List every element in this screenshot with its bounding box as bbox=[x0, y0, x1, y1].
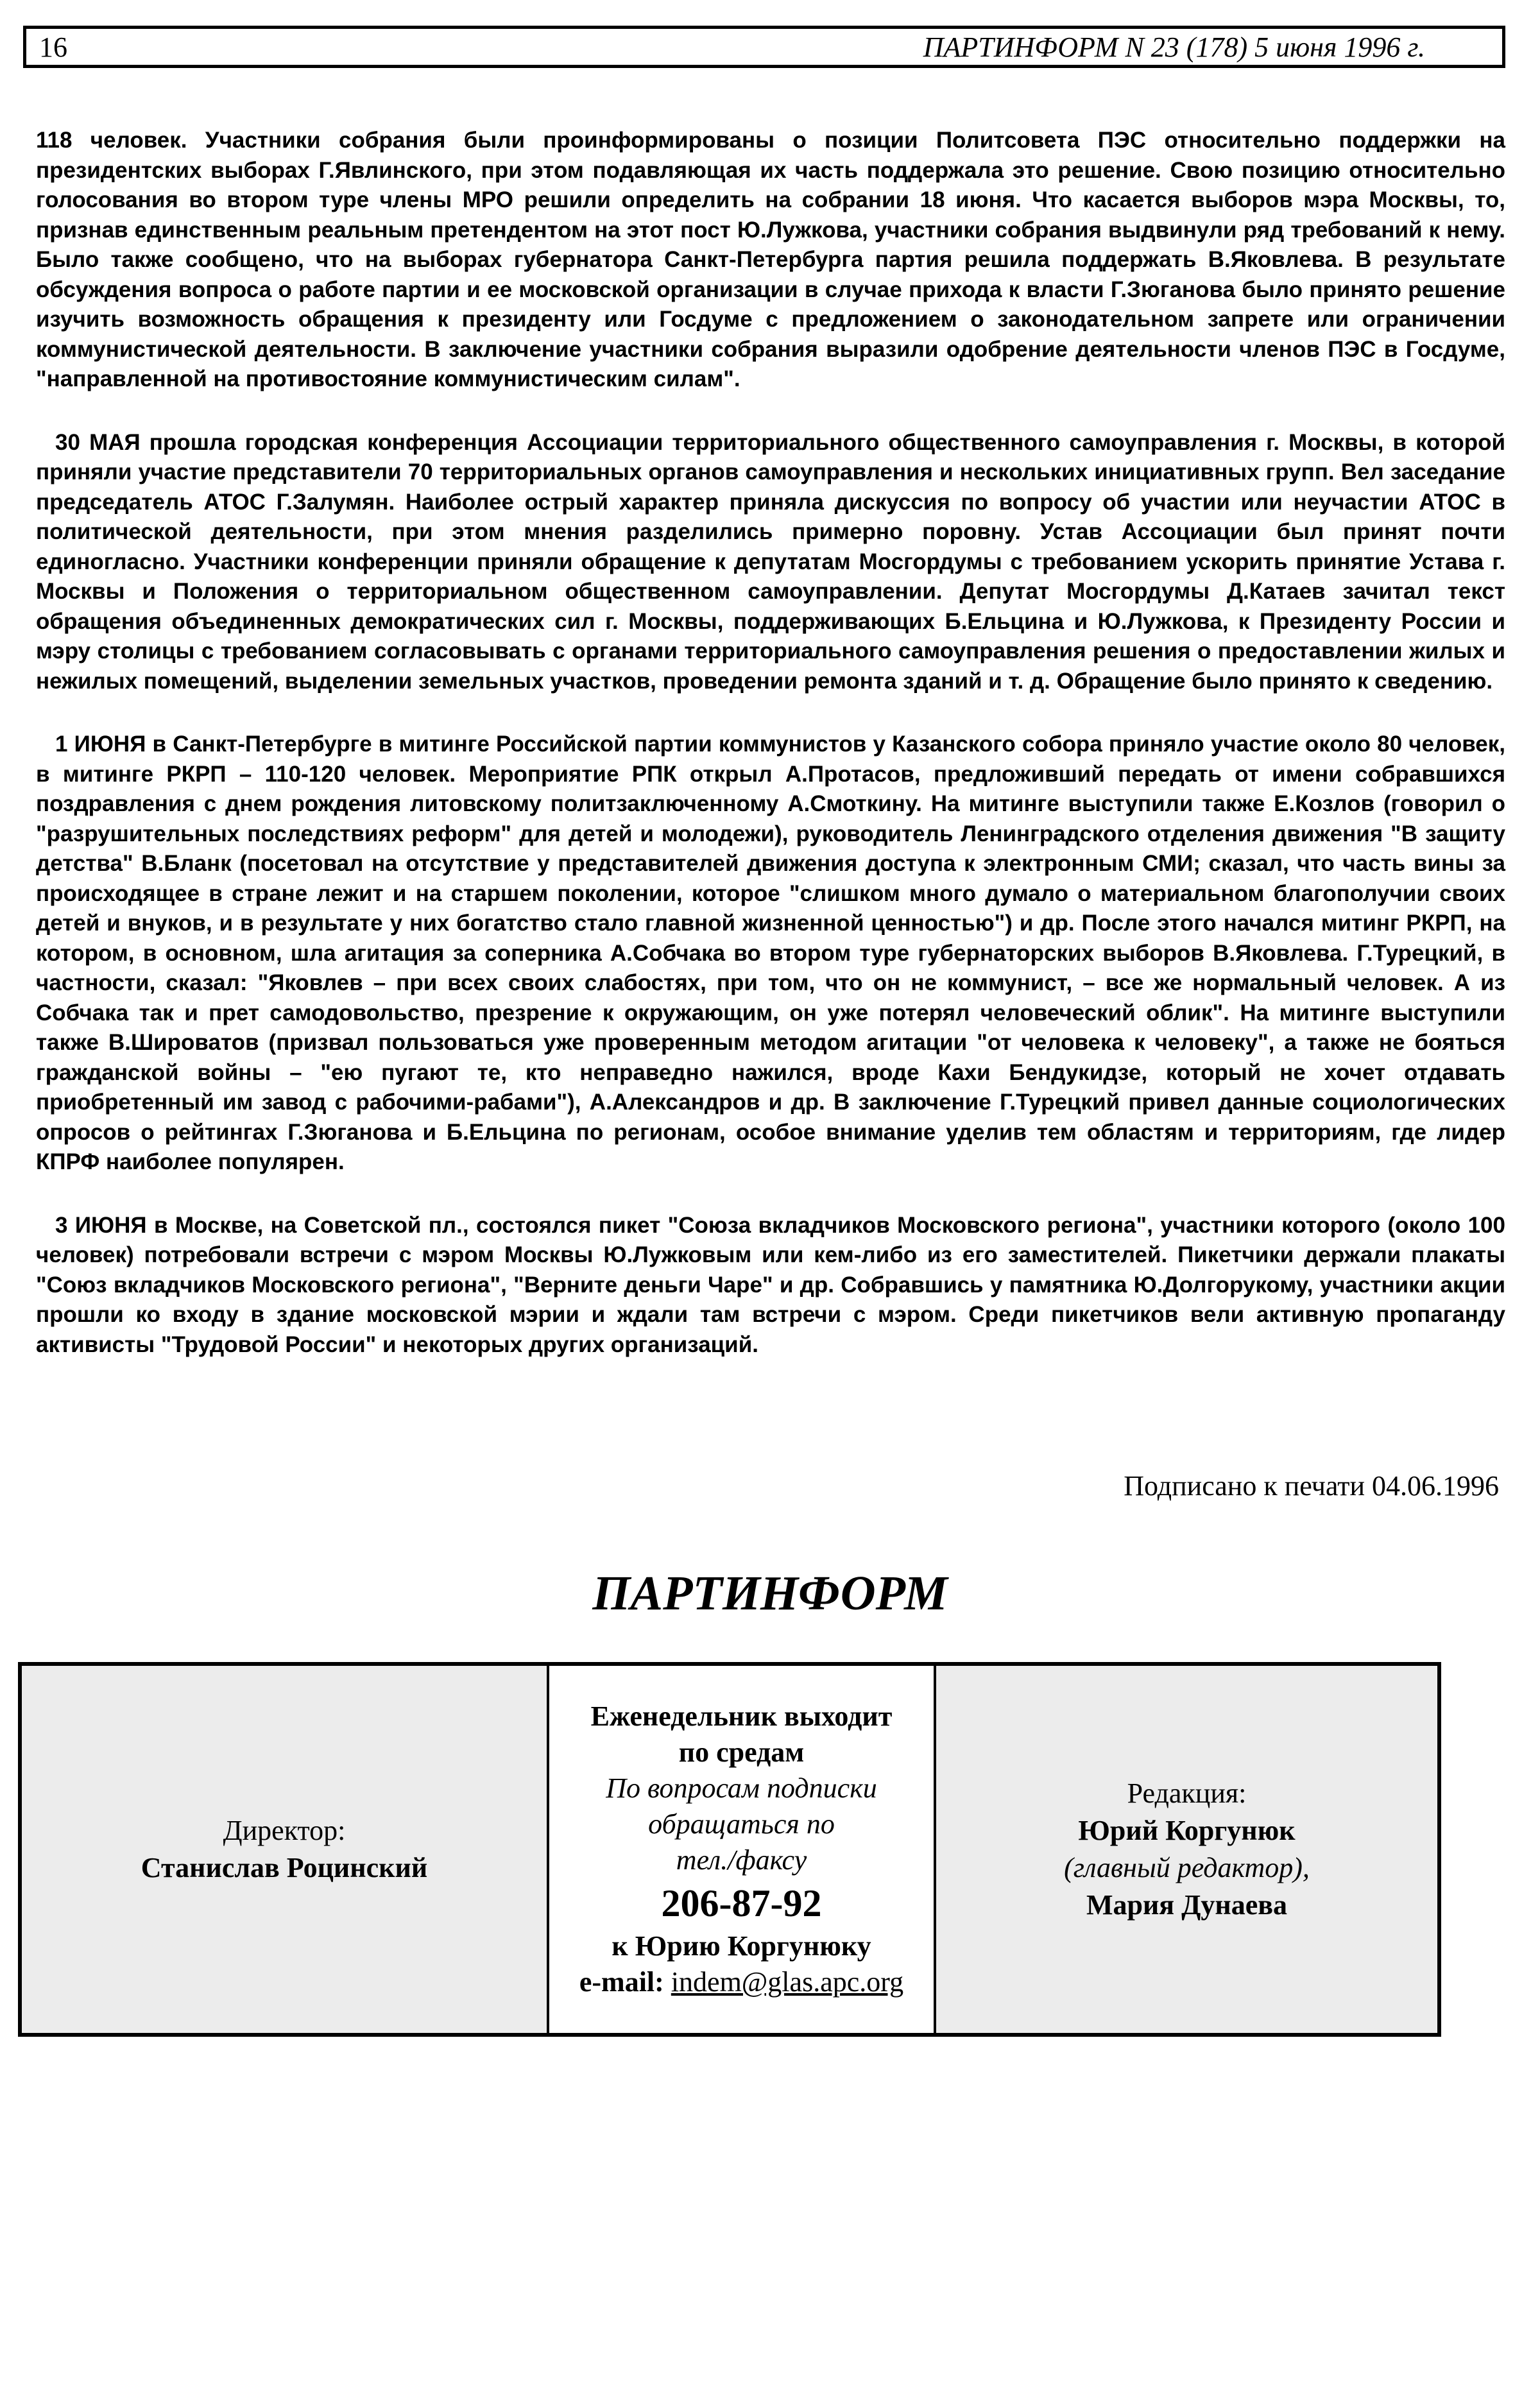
subscription-line-3: тел./факсу bbox=[676, 1844, 807, 1876]
editor-2-name: Мария Дунаева bbox=[1086, 1889, 1288, 1921]
phone-number: 206-87-92 bbox=[661, 1882, 822, 1924]
email-line bbox=[579, 1964, 903, 2000]
running-header bbox=[23, 26, 1505, 68]
editorial-label: Редакция: bbox=[1127, 1778, 1247, 1809]
email-label: e-mail: bbox=[579, 1966, 664, 1998]
editorial-cell bbox=[936, 1666, 1437, 2033]
issue-line: ПАРТИНФОРМ N 23 (178) 5 июня 1996 г. bbox=[923, 31, 1425, 63]
director-cell bbox=[22, 1666, 549, 2033]
editor-name: Юрий Коргунюк bbox=[1078, 1815, 1296, 1846]
contact-person: к Юрию Коргунюку bbox=[612, 1930, 871, 1962]
imprint-box bbox=[18, 1662, 1441, 2037]
director-name: Станислав Роцинский bbox=[141, 1852, 428, 1883]
signed-to-print: Подписано к печати 04.06.1996 bbox=[1124, 1470, 1499, 1502]
paragraph-pes-meeting: 118 человек. Участники собрания были проинформированы о позиции Политсовета ПЭС относительно поддержки на президентских выборах Г.Явлинского, при этом подавляющая их часть поддержала это решение. Свою позицию относительно голосования во втором туре члены МРО решили определить на собрании 18 июня. Что касается выборов мэра Москвы, то, признав единственным реальным претендентом на этот пост Ю.Лужкова, участники собрания выдвинули ряд требований к нему. Было также сообщено, что на выборах губернатора Санкт-Петербурга партия решила поддержать В.Яковлева. В результате обсуждения вопроса о работе партии и ее московской организации в случае прихода к власти Г.Зюганова было принято решение изучить возможность обращения к президенту или Госдуме с предложением о законодательном запрете или ограничении коммунистической деятельности. В заключение участники собрания выразили одобрение деятельности членов ПЭС в Госдуме, "направленной на противостояние коммунистическим силам". bbox=[36, 128, 1505, 391]
editor-role: (главный редактор), bbox=[1064, 1852, 1310, 1883]
paragraph-atos-conference: 30 МАЯ прошла городская конференция Ассоциации территориального общественного самоуправления г. Москвы, в которой приняли участие представители 70 территориальных органов самоуправления и нескольких инициативных групп. Вел заседание председатель АТОС Г.Залумян. Наиболее острый характер приняла дискуссия по вопросу об участии или неучастии АТОС в политической деятельности, при этом мнения разделились примерно поровну. Устав Ассоциации был принят почти единогласно. Участники конференции приняли обращение к депутатам Мосгордумы с требованием ускорить принятие Устава г. Москвы и Положения о территориальном общественном самоуправлении. Депутат Мосгордумы Д.Катаев зачитал текст обращения объединенных демократических сил г. Москвы, поддерживающих Б.Ельцина и Ю.Лужкова, к Президенту России и мэру столицы с требованием согласовывать с органами территориального самоуправления решения о предоставлении жилых и нежилых помещений, выделении земельных участков, проведении ремонта зданий и т. д. Обращение было принято к сведению. bbox=[36, 429, 1505, 694]
masthead-title: ПАРТИНФОРМ bbox=[592, 1566, 948, 1620]
subscription-line-2: обращаться по bbox=[648, 1808, 835, 1840]
paragraph-moscow-picket: 3 ИЮНЯ в Москве, на Советской пл., состоялся пикет "Союза вкладчиков Московского региона", участники которого (около 100 человек) потребовали встречи с мэром Москвы Ю.Лужковым или кем-либо из его заместителей. Пикетчики держали плакаты "Союз вкладчиков Московского региона", "Верните деньги Чаре" и др. Собравшись у памятника Ю.Долгорукому, участники акции прошли ко входу в здание московской мэрии и ждали там встречи с мэром. Среди пикетчиков вели активную пропаганду активисты "Трудовой России" и некоторых других организаций. bbox=[36, 1212, 1505, 1357]
email-link[interactable]: indem@glas.apc.org bbox=[671, 1966, 904, 1998]
page-number: 16 bbox=[39, 31, 67, 63]
paragraph-spb-rally: 1 ИЮНЯ в Санкт-Петербурге в митинге Российской партии коммунистов у Казанского собора приняло участие около 80 человек, в митинге РКРП – 110-120 человек. Мероприятие РПК открыл А.Протасов, предложивший передать от имени собравшихся поздравления с днем рождения литовскому политзаключенному А.Смоткину. На митинге выступили также Е.Козлов (говорил о "разрушительных последствиях реформ" для детей и молодежи), руководитель Ленинградского отделения движения "В защиту детства" В.Бланк (посетовал на отсутствие у представителей движения доступа к электронным СМИ; сказал, что часть вины за происходящее в стране лежит и на старшем поколении, которое "слишком много думало о материальном благополучии своих детей и внуков, и в результате у них богатство стало главной жизненной ценностью") и др. После этого начался митинг РКРП, на котором, в основном, шла агитация за соперника А.Собчака во втором туре губернаторских выборов В.Яковлева. Г.Турецкий, в частности, сказал: "Яковлев – при всех своих слабостях, при том, что он не коммунист, – все же нормальный человек. А из Собчака так и прет самодовольство, презрение к окружающим, он уже потерял человеческий облик". На митинге выступили также В.Широватов (призвал пользоваться уже проверенным методом агитации "от человека к человеку", а также не бояться гражданской войны – "ею пугают те, кто неправедно нажился, вроде Кахи Бендукидзе, который не хочет отдавать приобретенный им завод с рабочими-рабами"), А.Александров и др. В заключение Г.Турецкий привел данные социологических опросов о рейтингах Г.Зюганова и Б.Ельцина по регионам, особое внимание уделив тем областям и территориям, где лидер КПРФ наиболее популярен. bbox=[36, 732, 1505, 1174]
article-body bbox=[36, 126, 1505, 1393]
weekly-line-1: Еженедельник выходит bbox=[590, 1701, 893, 1732]
subscription-cell bbox=[549, 1666, 936, 2033]
subscription-line-1: По вопросам подписки bbox=[606, 1772, 877, 1804]
weekly-line-2: по средам bbox=[678, 1736, 805, 1768]
director-label: Директор: bbox=[223, 1815, 346, 1846]
